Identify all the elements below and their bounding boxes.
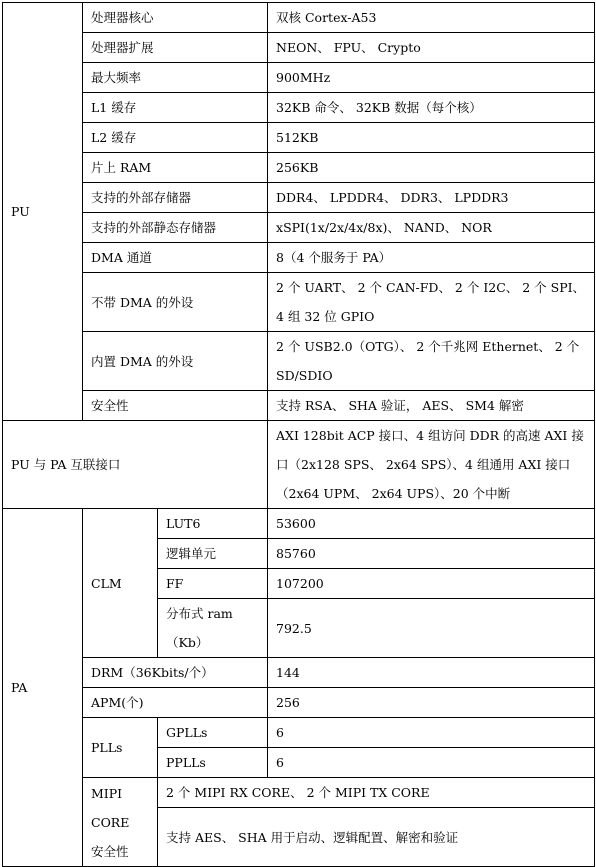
drm-value: 144 [268,658,595,688]
row-value: 6 [268,748,595,778]
security-label: 安全性 [91,843,129,859]
table-row [3,153,595,183]
mipi-value: 2 个 MIPI RX CORE、 2 个 MIPI TX CORE [158,778,595,808]
row-value: 107200 [268,569,595,599]
table-row [3,718,595,748]
row-value: 6 [268,718,595,748]
table-row [3,93,595,123]
row-label: LUT6 [158,509,268,539]
table-row [3,332,595,391]
spec-table [2,2,595,867]
plls-label: PLLs [83,718,158,778]
row-label: 处理器扩展 [83,33,268,63]
table-row [3,183,595,213]
table-row [3,243,595,273]
row-label: GPLLs [158,718,268,748]
table-row [3,509,595,539]
row-label: 支持的外部存储器 [83,183,268,213]
table-row [3,688,595,718]
table-row [3,391,595,421]
row-label: 安全性 [83,391,268,421]
row-value: 8（4 个服务于 PA） [268,243,595,273]
row-value: 支持 RSA、 SHA 验证， AES、 SM4 解密 [268,391,595,421]
row-value: 792.5 [268,599,595,658]
apm-value: 256 [268,688,595,718]
row-value: 512KB [268,123,595,153]
interconnect-value: AXI 128bit ACP 接口、4 组访问 DDR 的高速 AXI 接口（2x128 SPS、 2x64 SPS）、4 组通用 AXI 接口（2x64 UPM、 2x64 UPS）、20 个中断 [268,421,595,509]
row-label: 逻辑单元 [158,539,268,569]
row-value: 2 个 USB2.0（OTG）、 2 个千兆网 Ethernet、 2 个 SD/SDIO [268,332,595,391]
row-label: 分布式 ram （Kb） [158,599,268,658]
row-label: L2 缓存 [83,123,268,153]
row-value: xSPI(1x/2x/4x/8x)、 NAND、 NOR [268,213,595,243]
interconnect-label: PU 与 PA 互联接口 [3,421,268,509]
row-value: 双核 Cortex-A53 [268,3,595,33]
table-row [3,778,595,808]
row-value: 900MHz [268,63,595,93]
row-label: 支持的外部静态存储器 [83,213,268,243]
mipi-label: MIPI CORE [91,785,130,830]
table-row [3,273,595,332]
table-row [3,123,595,153]
row-value: NEON、 FPU、 Crypto [268,33,595,63]
row-label: 片上 RAM [83,153,268,183]
drm-label: DRM（36Kbits/个） [83,658,268,688]
mipi-security-label [83,778,158,867]
row-label: 处理器核心 [83,3,268,33]
clm-label: CLM [83,509,158,658]
table-row [3,63,595,93]
table-row [3,3,595,33]
pa-group-cell: PA [3,509,83,867]
pu-group-cell: PU [3,3,83,421]
row-value: 2 个 UART、 2 个 CAN-FD、 2 个 I2C、 2 个 SPI、 4 组 32 位 GPIO [268,273,595,332]
table-row [3,213,595,243]
row-label: 最大频率 [83,63,268,93]
row-value: 85760 [268,539,595,569]
row-label: FF [158,569,268,599]
row-value: 256KB [268,153,595,183]
table-row [3,33,595,63]
row-label: 内置 DMA 的外设 [83,332,268,391]
row-label: L1 缓存 [83,93,268,123]
row-label: DMA 通道 [83,243,268,273]
table-row [3,658,595,688]
row-label: 不带 DMA 的外设 [83,273,268,332]
table-row [3,421,595,509]
security-value: 支持 AES、 SHA 用于启动、逻辑配置、解密和验证 [158,808,595,867]
row-value: 32KB 命令、 32KB 数据（每个核） [268,93,595,123]
row-value: DDR4、 LPDDR4、 DDR3、 LPDDR3 [268,183,595,213]
row-value: 53600 [268,509,595,539]
row-label: PPLLs [158,748,268,778]
apm-label: APM(个) [83,688,268,718]
